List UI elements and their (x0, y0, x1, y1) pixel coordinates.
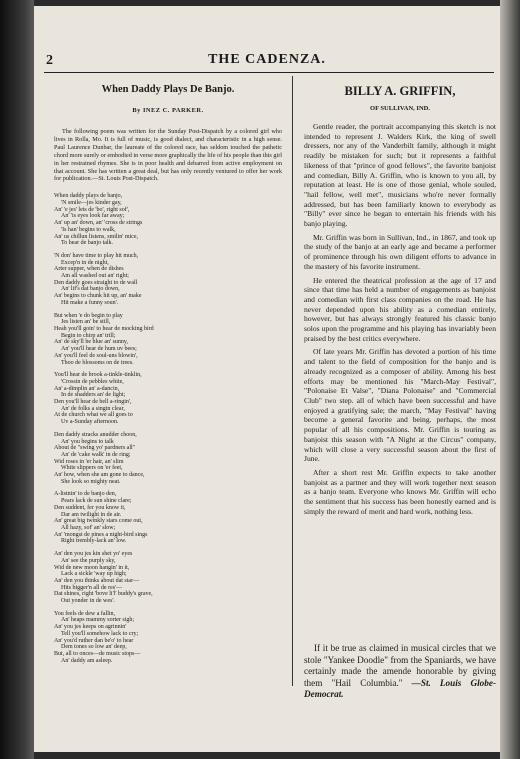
poem-line: An' 'mongst de pines a night-bird sings (54, 531, 148, 538)
pull-quote (304, 643, 496, 701)
poem-line: Den suddent, fer you know it, (54, 504, 126, 511)
poem-line: In de shadders an' de light; (61, 392, 126, 399)
poem-stanza (54, 432, 282, 486)
poem-line: An' you'd ruther dan be'o' to hear (54, 637, 134, 644)
poem-line: Dat shines, right 'bove li'l' buddy's grave, (54, 591, 153, 598)
left-column (54, 80, 282, 670)
poem-intro: The following poem was written for the Sunday Post-Dispatch by a colored girl who lives in Rolla, Mo. It is full of music, is good dialect, and characteristic in a high sense. Paul Laurence Dunbar, the laureate of the colored race, has seldom touched the pathetic chord more surely or embodied in verse more graphically the life of his people than this girl in her restrained rhymes. She is in poor health and debarred from active employment on that account. She has written a great deal, but has only recently ventured to offer her work for publication.—St. Louis Post-Dispatch. (54, 128, 282, 183)
poem-line: Right trembly-lack an' low. (61, 538, 127, 545)
poem-stanza (54, 491, 282, 545)
poem-line: But, all to onces—de music stops— (54, 650, 141, 657)
article-paragraph: Mr. Griffin was born in Sullivan, Ind., in 1867, and took up the study of the banjo at an early age and became a performer of prominence through his own diligent efforts to advance in the mastery of his favorite instrument. (304, 232, 496, 271)
poem-stanza (54, 313, 282, 367)
poem-line: When daddy plays de banjo, (54, 193, 123, 200)
poem-body (54, 193, 282, 664)
poem-stanza (54, 253, 282, 307)
poem-line: An' how, when she am gone to dance, (54, 472, 145, 479)
poem-line: An' you begins to talk (61, 438, 114, 445)
article-title: BILLY A. GRIFFIN, (344, 84, 456, 98)
quote-source: —St. Louis Globe-Democrat. (304, 677, 497, 700)
poem-stanza (54, 551, 282, 605)
publication-title: THE CADENZA. (208, 52, 326, 67)
poem-line: Jes listen an' be still, (61, 319, 111, 326)
poem-line: Wid de new moon hangin' in it, (54, 564, 130, 571)
poem-line: 'N smile—jes kinder gay, (61, 200, 122, 207)
poem-line: White slippers on 'er feet, (61, 465, 123, 472)
poem-line: Begin to chirp an' trill; (61, 332, 116, 339)
poem-line: Am all washed out an' right; (61, 273, 129, 280)
poem-line: An' heaps mammy sorter sigh; (61, 617, 135, 624)
poem-line: To hear de banjo talk. (61, 240, 114, 247)
poem-title: When Daddy Plays De Banjo. (101, 84, 235, 95)
poem-line: An' daddy am asleep. (61, 657, 113, 664)
column-divider (292, 76, 293, 686)
article-paragraph: After a short rest Mr. Griffin expects to take another banjoist as a partner and they will work together next season as a banjo team. Everyone who knows Mr. Griffin will echo the sentiment that his success has been honestly earned and is simply the reward of merit and hard work, nothing less. (304, 467, 496, 516)
poem-line: Lack a sickle 'way up high; (61, 571, 127, 578)
quote-text: If it be true as claimed in musical circles that we stole "Yankee Doodle" from the Spaniards, we have certainly made the amende honorable by giving them "Hail Columbia." (304, 643, 496, 688)
poem-line: Uv a-Sunday afternoon. (61, 419, 119, 426)
poem-line: Thoo de blossoms on de trees. (61, 359, 134, 366)
poem-line: Heah you'll goin' to hear de mocking bird (54, 326, 154, 332)
poem-line: An' you jes keeps on agrinnin' (54, 624, 127, 631)
poem-line: You'll hear de brook a-tinkle-tinklin, (54, 372, 142, 379)
running-header (34, 52, 500, 70)
poem-line: An' de sky'll be blue an' sunny, (54, 339, 129, 346)
poem-line: Wid roses in 'er hair, an' slim (54, 458, 124, 465)
article-paragraph: He entered the theatrical profession at the age of 17 and since that time has held a number of engagements as banjoist and comedian with first class companies on the road. He has never depended upon his ability as a comedian entirely, however, but has always strongly featured his classic banjo solos upon the programme and his playing has invariably been praised by the best critics everywhere. (304, 275, 496, 343)
poem-line: Hit make a funny soun'. (61, 299, 119, 306)
poem-line: An' 'e jes' lets de 'bo', right sof', (54, 206, 130, 213)
poem-line: 'N don' have time to play hit much, (54, 252, 139, 259)
poem-line: Hits bigger'n all de res'— (61, 584, 123, 591)
poem-line: Dem tones so low an' deep, (61, 644, 127, 651)
poem-line: An' up an' down, an' 'cross de strings (54, 220, 143, 227)
poem-line: Den you'll hear de bell a-ringin', (54, 399, 132, 406)
poem-line: Out yonder in de wes'. (61, 598, 115, 605)
poem-line: Dar am twilight in de air. (61, 511, 122, 518)
poem-line: An' den you thinks about dat star— (54, 577, 140, 584)
poem-line: Arter supper, when de dishes (54, 266, 124, 273)
poem-line: About de "swing yo' pardners all" (54, 445, 136, 452)
poem-stanza (54, 193, 282, 247)
poem-line: An' lif's dat banjo down, (61, 286, 120, 293)
article-paragraph: Of late years Mr. Griffin has devoted a portion of his time and talent to the field of composition for the banjo and is already recognized as a composer of ability. Among his best efforts may be mentioned his "March-May Festival", "Polonaise Et Valse", "Diana Polonaise" and "Commercial Club" two step. all of which have been successful and have enjoyed a gratifying sale; the march, "May Festival" having become a general favorite and being. perhaps, the most popular of all his compositions. Mr. Griffin is touring as banjoist this season with "A Night at the Circus" company, which will close a very successful season about the first of June. (304, 347, 496, 464)
page-number: 2 (46, 53, 53, 68)
poem-stanza (54, 372, 282, 426)
poem-line: An' see the purply sky, (61, 557, 116, 564)
poem-line: A-listnin' to de banjo den, (54, 491, 117, 498)
poem-line: An' us chillun listens, smilin' mice, (54, 233, 138, 240)
poem-line: 'Is han' begins to walk, (61, 226, 116, 233)
poem-line: An' begins to chunk hit up, an' make (54, 293, 142, 300)
poem-stanza (54, 611, 282, 665)
poem-line: At de church what we all goes to (54, 412, 133, 419)
poem-line: But when 'e do begin to play (54, 312, 123, 319)
article-subtitle: OF SULLIVAN, IND. (370, 105, 430, 112)
poem-line: Pears lack de sun shine clare; (61, 498, 132, 505)
poem-line: You feels de dew a fallin, (54, 610, 116, 617)
poem-line: Excep'n in de night, (61, 259, 109, 266)
poem-line: An' great big twinkly stars come out, (54, 518, 143, 525)
book-binding-shadow (0, 0, 34, 759)
right-column (304, 80, 496, 516)
article-paragraph: Gentle reader, the portrait accompanying this sketch is not intended to represent J. Walders Kirk, the king of swell dressers, nor any of the Vanderbilt family, although it might readily be mistaken for such; but it represents a faithful likeness of that "prince of good fellows", the favorite banjoist and comedian, Billy A. Griffin, who is known to you all, by reputation at least. He is one of those genial, whole souled, "hail fellow, well met", musicians who're never formally addressed, but has been familiarly known to everybody as "Billy" ever since he began to entertain his friends with his banjo playing. (304, 122, 496, 229)
poem-line: An' den you jes kin shet yo' eyes (54, 551, 133, 558)
poem-line: An' de folks a singin clear, (61, 405, 125, 412)
poem-line: An' you'll hear de hum uv bees; (61, 346, 137, 353)
poem-line: An' you'll feel de soul-uns blowin', (54, 352, 138, 359)
poem-line: 'Crossin de pebbles white, (61, 378, 124, 385)
poem-line: An' a-dimplin an' a-dancin, (54, 385, 120, 392)
article-body (304, 122, 496, 516)
poem-line: All hazy, sof' an' slow; (61, 524, 116, 531)
poem-byline: By INEZ C. PARKER. (132, 107, 204, 114)
page-edge-shadow (500, 0, 520, 759)
header-rule (44, 72, 494, 73)
poem-line: An' 'is eyes look far away; (61, 213, 125, 220)
magazine-page (34, 6, 500, 752)
poem-line: Den daddy goes straight to de wall (54, 279, 138, 286)
poem-line: Tell you'll somehow lack to cry; (61, 630, 139, 637)
poem-line: An' de 'cake walk' in de ring; (61, 451, 131, 458)
poem-line: Den daddy stracks anudder choon, (54, 431, 137, 438)
poem-line: She look so mighty neat. (61, 478, 121, 485)
